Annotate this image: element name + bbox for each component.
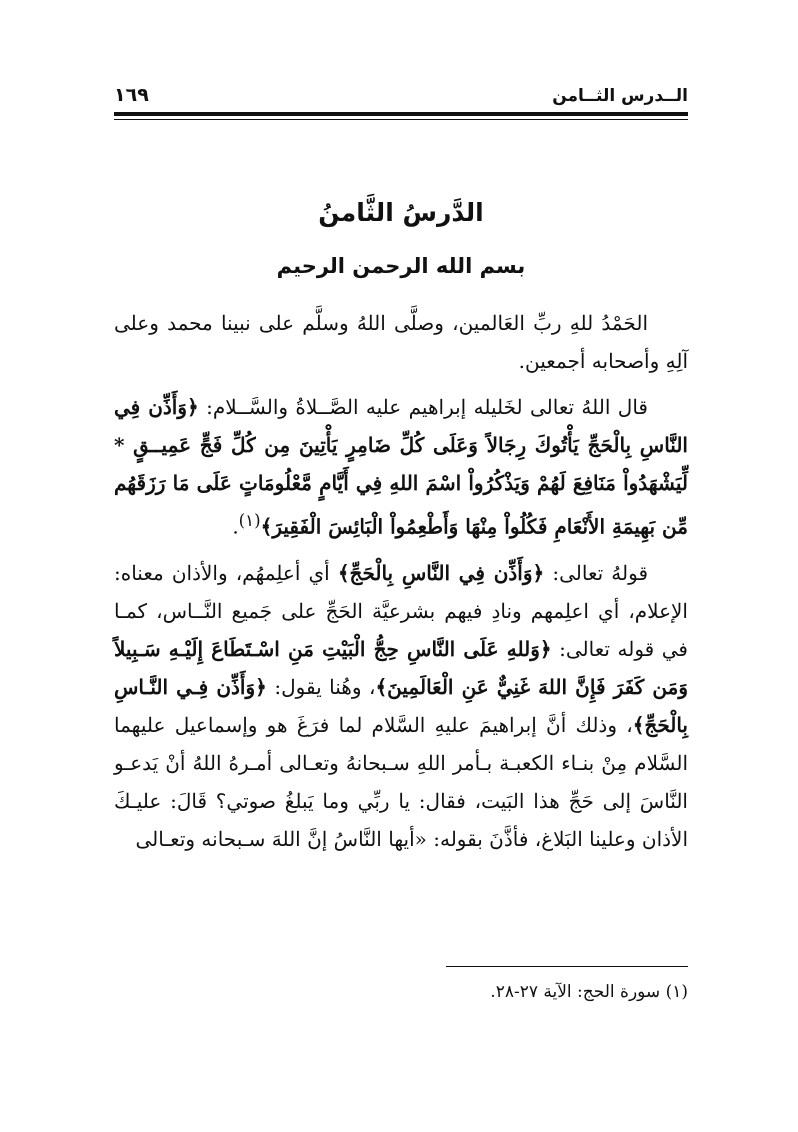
header-rule-thin	[114, 119, 688, 120]
sentence-end: .	[232, 514, 239, 539]
paragraph-commentary	[114, 554, 688, 858]
quran-verse: ﴿وَأَذِّن فِي النَّاسِ بِالْحَجِّ يَأْتُوكَ رِجَالاً وَعَلَى كُلِّ ضَامِرٍ يَأْتِينَ مِن كُلِّ فَجٍّ عَمِيــقٍ * لِّيَشْهَدُواْ مَنَافِعَ لَهُمْ وَيَذْكُرُواْ اسْمَ اللهِ فِي أَيَّامٍ مَّعْلُومَاتٍ عَلَى مَا رَزَقَهُم مِّن بَهِيمَةِ الأَنْعَامِ فَكُلُواْ مِنْهَا وَأَطْعِمُواْ الْبَائِسَ الْفَقِيرَ﴾	[114, 395, 688, 539]
quran-verse: ﴿وَأَذِّن فِي النَّاسِ بِالْحَجِّ﴾	[337, 560, 545, 585]
paragraph-praise: الحَمْدُ للهِ ربِّ العَالمين، وصلَّى اللهُ وسلَّم على نبينا محمد وعلى آلِهِ وأصحابه أجمعين.	[114, 311, 688, 373]
footnote-reference: (١)	[238, 511, 261, 530]
commentary-text: أي أعلِمهُم، والأذان معناه: الإعلام، أي اعلِمهم ونادِ فيهم بشرعيَّة الحَجِّ على جَميع النَّــاس، كمـا في قوله تعالى:	[114, 560, 688, 661]
body-text	[114, 304, 688, 866]
basmala: بسم الله الرحمن الرحيم	[276, 254, 526, 278]
paragraph-verse-quote	[114, 388, 688, 546]
page-number: ١٦٩	[114, 84, 149, 106]
running-title: الــدرس الثــامن	[552, 86, 688, 106]
quran-verse: ﴿وَللهِ عَلَى النَّاسِ حِجُّ الْبَيْتِ مَنِ اسْـتَطَاعَ إِلَيْـهِ سَـبِيلاً وَمَن كَفَرَ فَإِنَّ اللهَ غَنِيٌّ عَنِ الْعَالَمِينَ﴾	[114, 636, 688, 699]
commentary-text: قولهُ تعالى:	[544, 560, 649, 585]
intro-text: قال اللهُ تعالى لخَليله إبراهيم عليه الصَّــلاةُ والسَّــلام:	[198, 395, 648, 419]
quran-verse: ﴿وَأَذِّن فِـي النَّـاسِ بِالْحَجِّ﴾	[114, 674, 688, 737]
header-rule-thick	[114, 112, 688, 116]
commentary-text: ، وهُنا يقول:	[266, 674, 376, 699]
footnote: (١) سورة الحج: الآية ٢٧-٢٨.	[490, 982, 688, 1002]
running-header	[114, 82, 688, 112]
commentary-text: ، وذلك أنَّ إبراهيمَ عليهِ السَّلام لما فرَغَ هو وإسماعيل عليهما السَّلام مِنْ بنـاء الكعبـة بـأمر اللهِ سـبحانهُ وتعـالى أمـرهُ اللهُ أنْ يَدعـو النَّاسَ إلى حَجِّ هذا البَيت، فقال: يا ربِّي وما يَبلغُ صوتي؟ قَالَ: عليـكَ الأذان وعلينا البَلاغ، فأذَّنَ بقوله: «أيها النَّاسُ إنَّ اللهَ سـبحانه وتعـالى	[114, 712, 688, 851]
lesson-title: الدَّرسُ الثَّامنُ	[318, 198, 484, 227]
footnote-divider	[446, 966, 688, 967]
